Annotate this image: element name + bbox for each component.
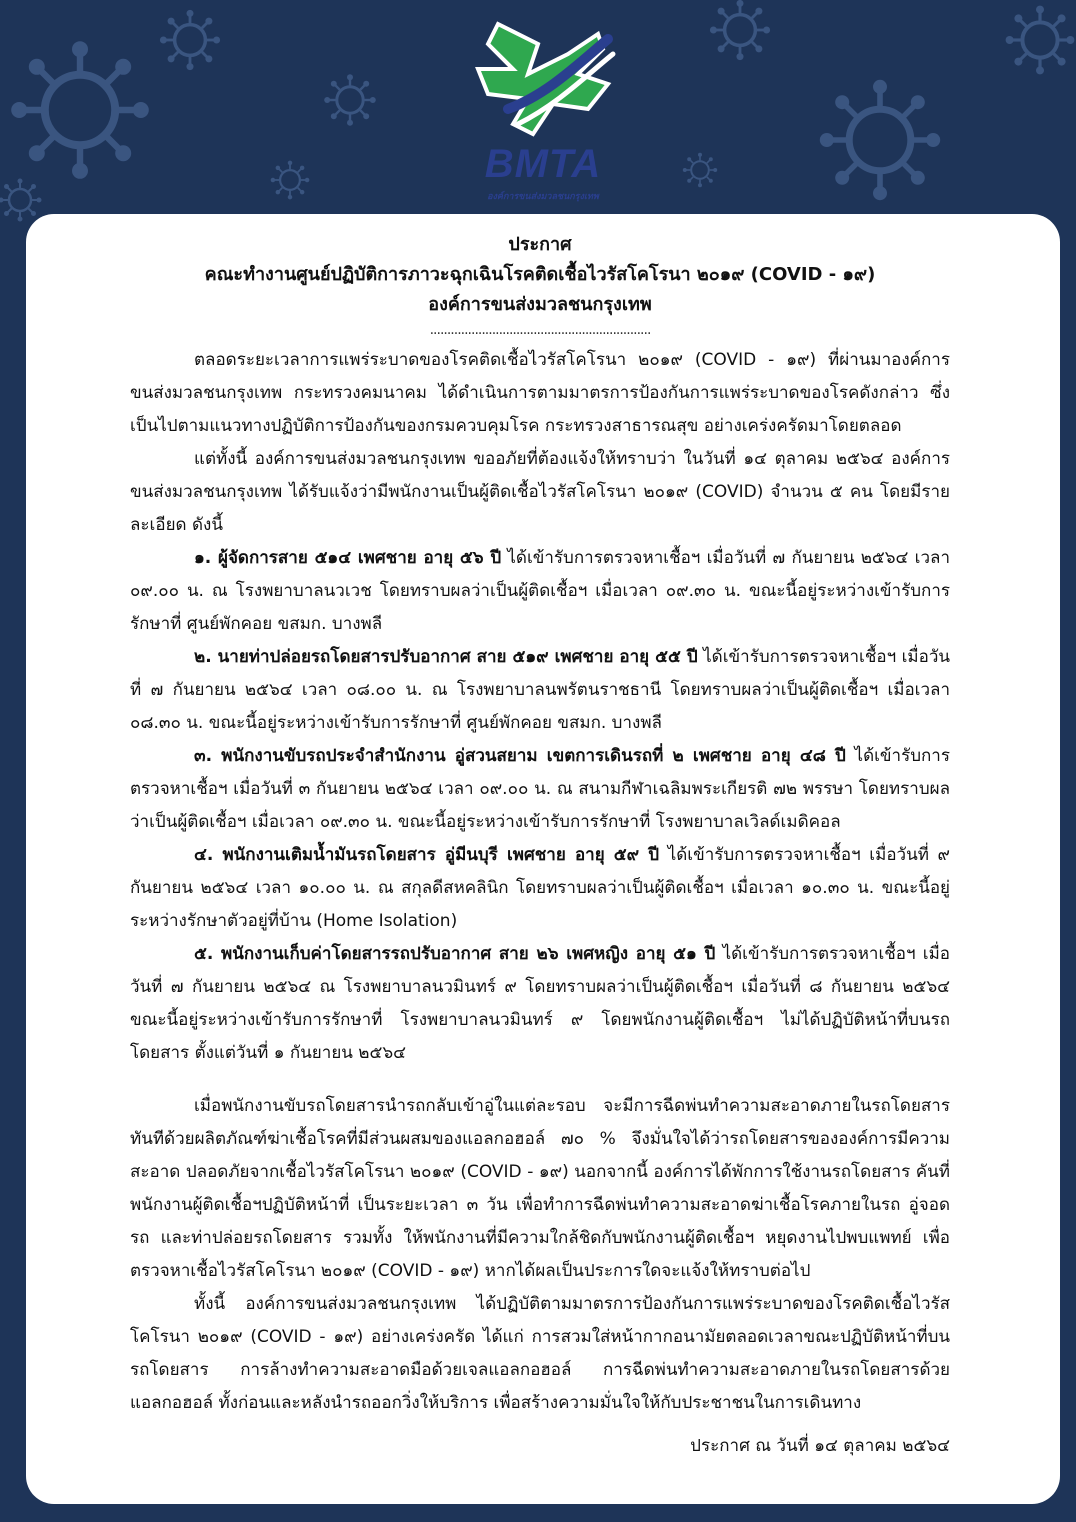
case-item bbox=[130, 839, 950, 938]
virus-icon bbox=[0, 179, 42, 222]
case-item bbox=[130, 740, 950, 839]
case-detail: ได้เข้ารับการตรวจหาเชื้อฯ เมื่อวันที่ ๙ กันยายน ๒๕๖๔ เวลา ๑๐.๐๐ น. ณ สกุลดีสหคลินิก โดยทราบผลว่าเป็นผู้ติดเชื้อฯ เมื่อเวลา ๑๐.๓๐ น. ขณะนี้อยู่ระหว่างรักษาตัวอยู่ที่บ้าน (Home Isolation) bbox=[130, 845, 950, 931]
case-detail: ได้เข้ารับการตรวจหาเชื้อฯ เมื่อวันที่ ๗ กันยายน ๒๕๖๔ ณ โรงพยาบาลนวมินทร์ ๙ โดยทราบผลว่าเป็นผู้ติดเชื้อฯ เมื่อวันที่ ๘ กันยายน ๒๕๖๔ ขณะนี้อยู่ระหว่างเข้ารับการรักษาที่ โรงพยาบาลนวมินทร์ ๙ โดยพนักงานผู้ติดเชื้อฯ ไม่ได้ปฏิบัติหน้าที่บนรถโดยสาร ตั้งแต่วันที่ ๑ กันยายน ๒๕๖๔ bbox=[130, 944, 950, 1063]
closing-paragraph-1: เมื่อพนักงานขับรถโดยสารนำรถกลับเข้าอู่ในแต่ละรอบ จะมีการฉีดพ่นทำความสะอาดภายในรถโดยสารทันทีด้วยผลิตภัณฑ์ฆ่าเชื้อโรคที่มีส่วนผสมของแอลกอฮอล์ ๗๐ % จึงมั่นใจได้ว่ารถโดยสารขององค์การมีความสะอาด ปลอดภัยจากเชื้อไวรัสโคโรนา ๒๐๑๙ (COVID - ๑๙) นอกจากนี้ องค์การได้พักการใช้งานรถโดยสาร คันที่พนักงานผู้ติดเชื้อฯปฏิบัติหน้าที่ เป็นระยะเวลา ๓ วัน เพื่อทำการฉีดพ่นทำความสะอาดฆ่าเชื้อโรคภายในรถ อู่จอดรถ และท่าปล่อยรถโดยสาร รวมทั้ง ให้พนักงานที่มีความใกล้ชิดกับพนักงานผู้ติดเชื้อฯ หยุดงานไปพบแพทย์ เพื่อตรวจหาเชื้อไวรัสโคโรนา ๒๐๑๙ (COVID - ๑๙) หากได้ผลเป็นประการใดจะแจ้งให้ทราบต่อไป bbox=[130, 1096, 950, 1281]
signoff-date: ประกาศ ณ วันที่ ๑๔ ตุลาคม ๒๕๖๔ bbox=[690, 1436, 950, 1456]
case-heading: ๕. พนักงานเก็บค่าโดยสารรถปรับอากาศ สาย ๒๖ เพศหญิง อายุ ๕๑ ปี bbox=[194, 944, 716, 964]
virus-icon bbox=[683, 153, 717, 187]
logo-brand-text: BMTA bbox=[484, 142, 602, 186]
intro-paragraph-1: ตลอดระยะเวลาการแพร่ระบาดของโรคติดเชื้อไวรัสโคโรนา ๒๐๑๙ (COVID - ๑๙) ที่ผ่านมาองค์การขนส่งมวลชนกรุงเทพ กระทรวงคมนาคม ได้ดำเนินการตามมาตรการป้องกันการแพร่ระบาดของโรคดังกล่าว ซึ่งเป็นไปตามแนวทางปฏิบัติการป้องกันของกรมควบคุมโรค กระทรวงสาธารณสุข อย่างเคร่งครัดมาโดยตลอด bbox=[130, 350, 950, 436]
bmta-logo bbox=[458, 14, 628, 202]
dotted-divider: ................................................................ bbox=[429, 322, 651, 338]
announcement-content bbox=[130, 230, 950, 1463]
virus-icon bbox=[820, 80, 940, 200]
virus-icon bbox=[710, 0, 770, 60]
announcement-committee: คณะทำงานศูนย์ปฏิบัติการภาวะฉุกเฉินโรคติดเชื้อไวรัสโคโรนา ๒๐๑๙ (COVID - ๑๙) bbox=[204, 264, 876, 285]
virus-icon bbox=[324, 74, 376, 126]
virus-icon bbox=[160, 10, 220, 70]
case-detail: ได้เข้ารับการตรวจหาเชื้อฯ เมื่อวันที่ ๓ กันยายน ๒๕๖๔ เวลา ๐๙.๐๐ น. ณ สนามกีฬาเฉลิมพระเกียรติ ๗๒ พรรษา โดยทราบผลว่าเป็นผู้ติดเชื้อฯ เมื่อเวลา ๐๙.๓๐ น. ขณะนี้อยู่ระหว่างเข้ารับการรักษาที่ โรงพยาบาลเวิลด์เมดิคอล bbox=[130, 746, 950, 832]
case-detail: ได้เข้ารับการตรวจหาเชื้อฯ เมื่อวันที่ ๗ กันยายน ๒๕๖๔ เวลา ๐๙.๐๐ น. ณ โรงพยาบาลนวเวช โดยทราบผลว่าเป็นผู้ติดเชื้อฯ เมื่อเวลา ๐๙.๓๐ น. ขณะนี้อยู่ระหว่างเข้ารับการรักษาที่ ศูนย์พักคอย ขสมก. บางพลี bbox=[130, 548, 950, 634]
closing-paragraph-2: ทั้งนี้ องค์การขนส่งมวลชนกรุงเทพ ได้ปฏิบัติตามมาตรการป้องกันการแพร่ระบาดของโรคติดเชื้อไวรัสโคโรนา ๒๐๑๙ (COVID - ๑๙) อย่างเคร่งครัด ได้แก่ การสวมใส่หน้ากากอนามัยตลอดเวลาขณะปฏิบัติหน้าที่บนรถโดยสาร การล้างทำความสะอาดมือด้วยเจลแอลกอฮอล์ การฉีดพ่นทำความสะอาดภายในรถโดยสารด้วยแอลกอฮอล์ ทั้งก่อนและหลังนำรถออกวิ่งให้บริการ เพื่อสร้างความมั่นใจให้กับประชาชนในการเดินทาง bbox=[130, 1294, 950, 1413]
case-detail: ได้เข้ารับการตรวจหาเชื้อฯ เมื่อวันที่ ๗ กันยายน ๒๕๖๔ เวลา ๐๘.๐๐ น. ณ โรงพยาบาลนพรัตนราชธานี โดยทราบผลว่าเป็นผู้ติดเชื้อฯ เมื่อเวลา ๐๘.๓๐ น. ขณะนี้อยู่ระหว่างเข้ารับการรักษาที่ ศูนย์พักคอย ขสมก. บางพลี bbox=[130, 647, 950, 733]
virus-icon bbox=[11, 41, 149, 179]
case-heading: ๓. พนักงานขับรถประจำสำนักงาน อู่สวนสยาม เขตการเดินรถที่ ๒ เพศชาย อายุ ๔๘ ปี bbox=[194, 746, 846, 766]
case-item bbox=[130, 542, 950, 641]
virus-icon bbox=[1006, 6, 1075, 75]
intro-paragraph-2: แต่ทั้งนี้ องค์การขนส่งมวลชนกรุงเทพ ขออภัยที่ต้องแจ้งให้ทราบว่า ในวันที่ ๑๔ ตุลาคม ๒๕๖๔ องค์การขนส่งมวลชนกรุงเทพ ได้รับแจ้งว่ามีพนักงานเป็นผู้ติดเชื้อไวรัสโคโรนา ๒๐๑๙ (COVID) จำนวน ๕ คน โดยมีรายละเอียด ดังนี้ bbox=[130, 449, 950, 535]
announcement-title: ประกาศ bbox=[508, 234, 572, 255]
case-item bbox=[130, 938, 950, 1070]
bmta-logo-mark-icon bbox=[458, 14, 628, 149]
case-heading: ๒. นายท่าปล่อยรถโดยสารปรับอากาศ สาย ๕๑๙ เพศชาย อายุ ๕๕ ปี bbox=[194, 647, 698, 667]
virus-icon bbox=[271, 161, 310, 200]
case-heading: ๑. ผู้จัดการสาย ๕๑๔ เพศชาย อายุ ๕๖ ปี bbox=[194, 548, 502, 568]
logo-subtitle: องค์การขนส่งมวลชนกรุงเทพ bbox=[487, 192, 599, 202]
case-item bbox=[130, 641, 950, 740]
case-heading: ๔. พนักงานเติมน้ำมันรถโดยสาร อู่มีนบุรี เพศชาย อายุ ๕๙ ปี bbox=[194, 845, 660, 865]
announcement-organization: องค์การขนส่งมวลชนกรุงเทพ bbox=[428, 294, 652, 315]
